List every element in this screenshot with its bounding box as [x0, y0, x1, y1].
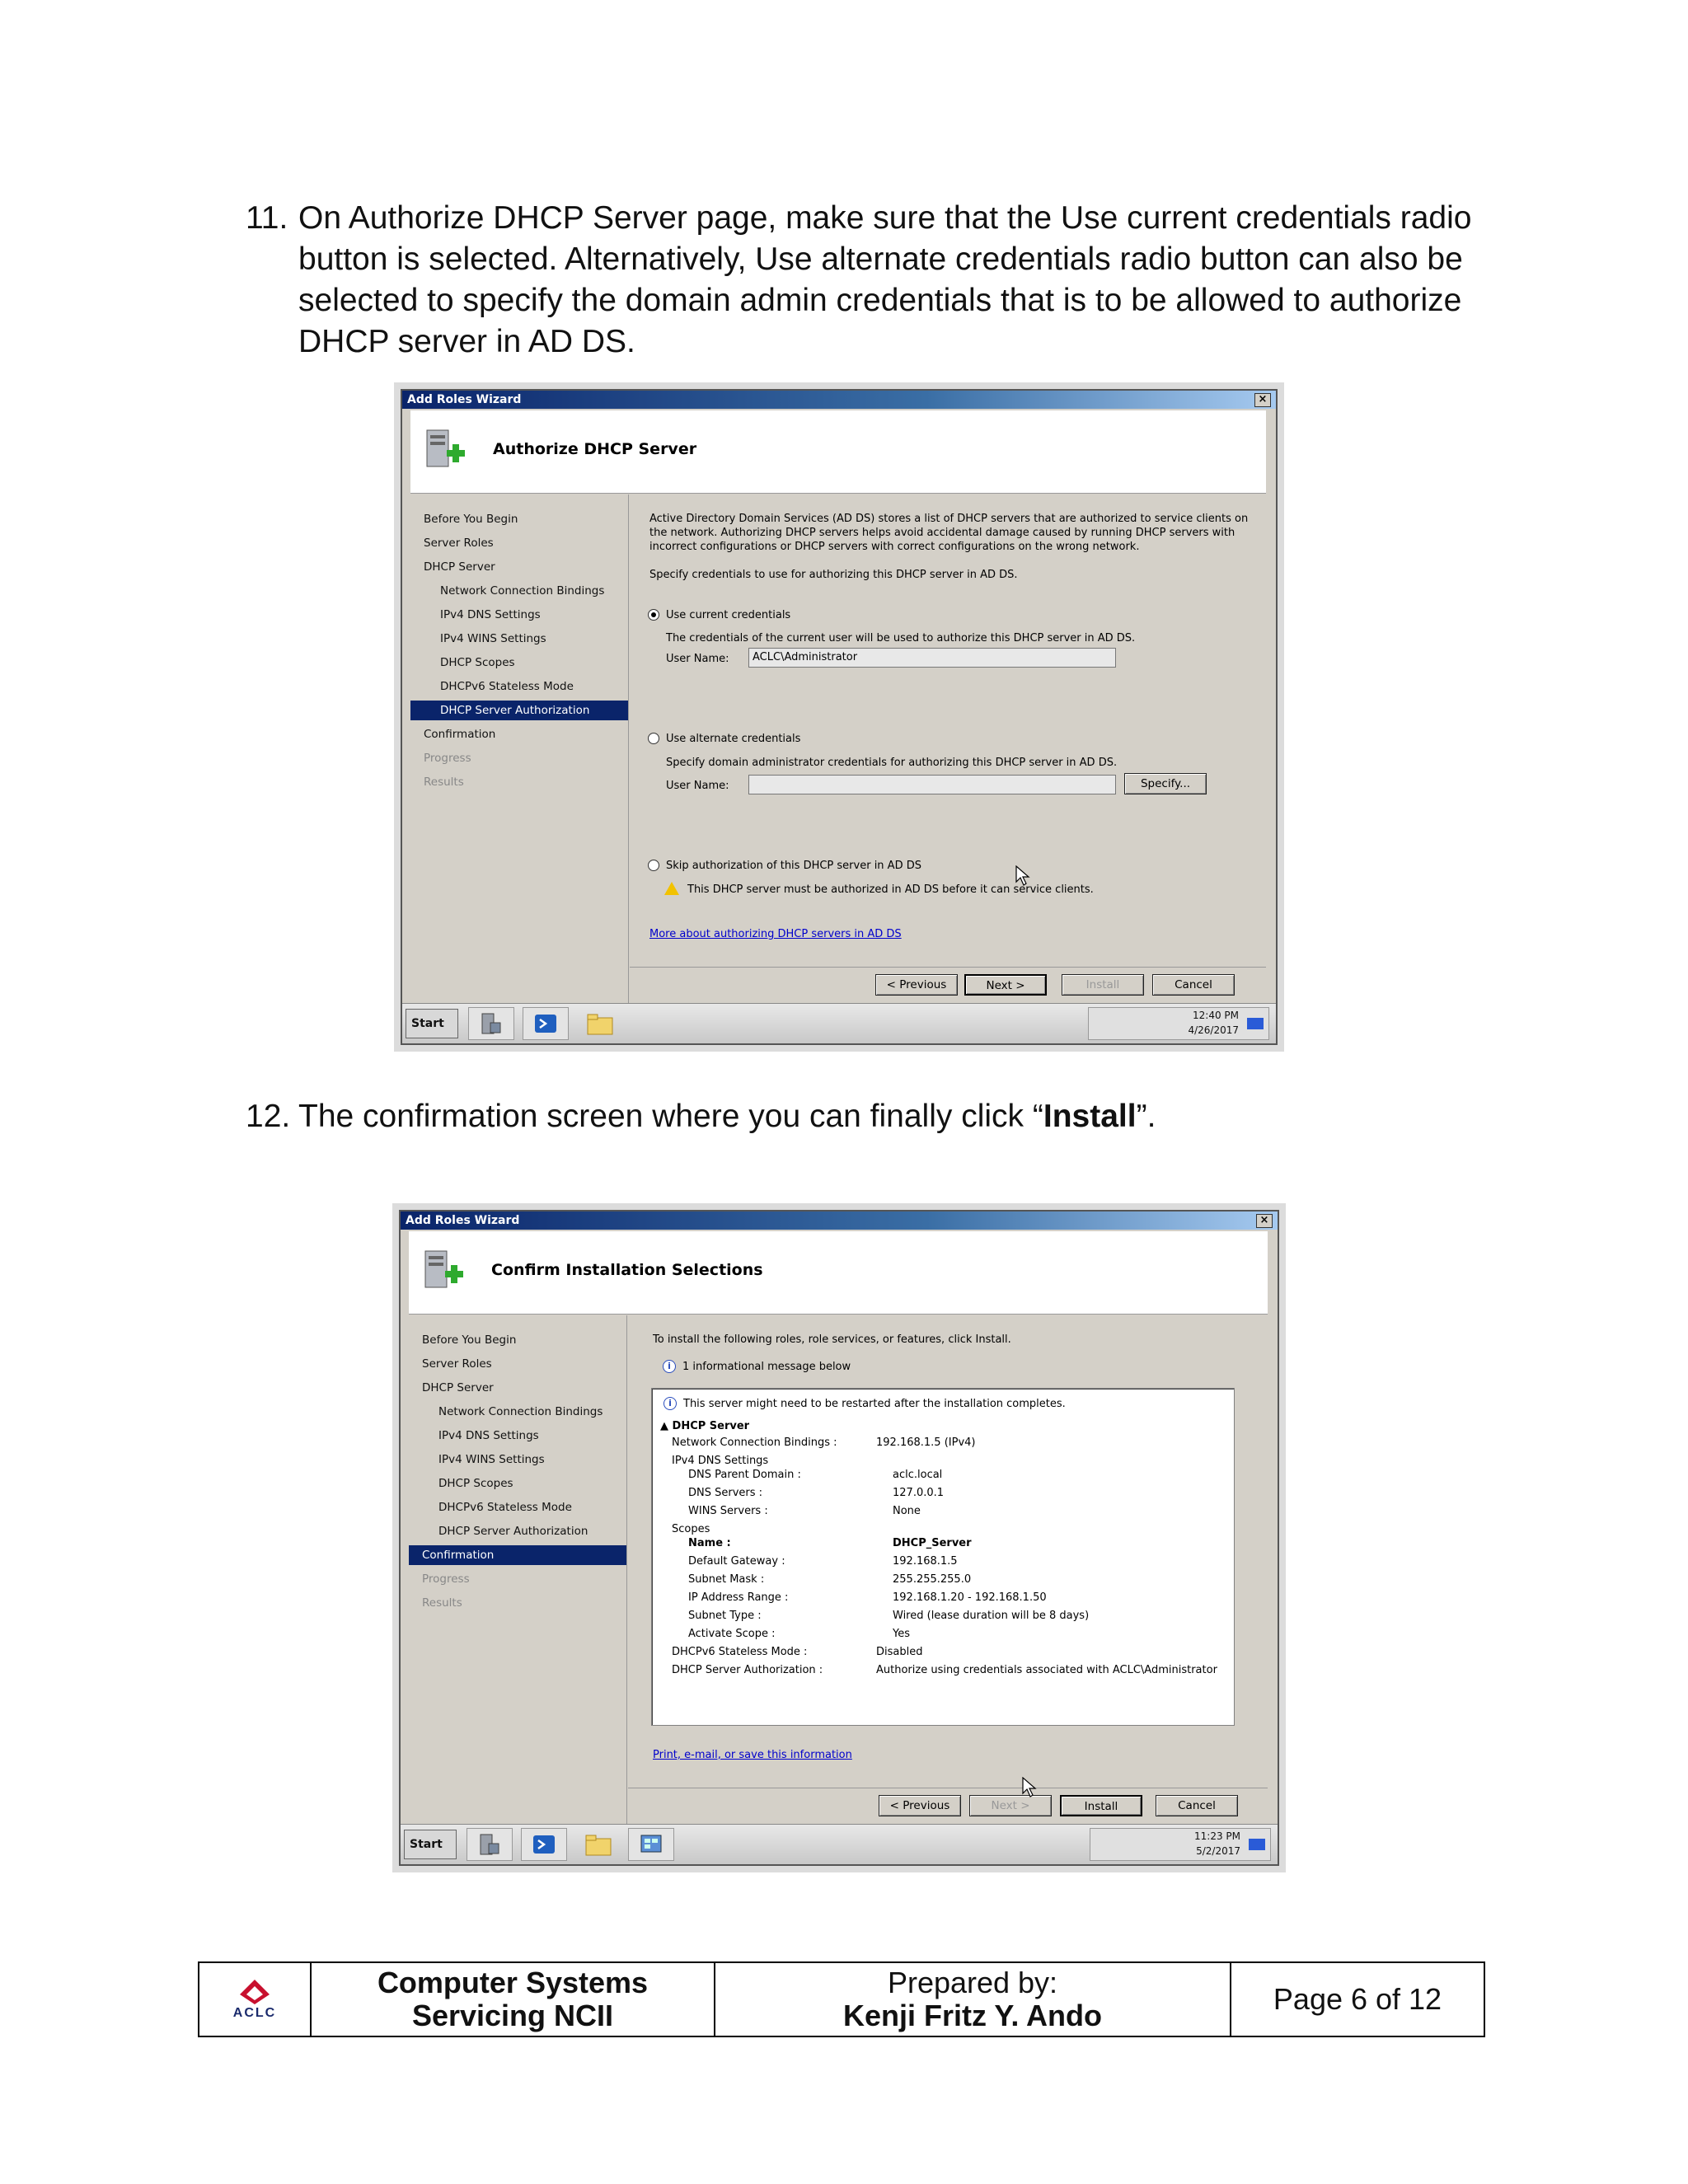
screenshot-authorize-dhcp — [394, 382, 1284, 1052]
summary-row-value: aclc.local — [893, 1469, 943, 1481]
powershell-icon[interactable] — [523, 1007, 569, 1040]
summary-row-value: Authorize using credentials associated with ACLC\Administrator — [876, 1664, 1217, 1676]
radio-current-credentials[interactable] — [648, 609, 659, 621]
step-number: 12. — [246, 1099, 291, 1134]
course-line: Computer Systems — [377, 1966, 649, 1999]
summary-row-label: IPv4 DNS Settings — [672, 1455, 769, 1467]
nav-item[interactable]: Network Connection Bindings — [440, 584, 605, 598]
summary-row-label: IP Address Range : — [688, 1591, 789, 1604]
intro-text: To install the following roles, role services, or features, click Install. — [653, 1333, 1011, 1346]
summary-row-value: 192.168.1.5 — [893, 1555, 958, 1568]
screenshot-confirm-installation — [392, 1203, 1286, 1872]
next-button[interactable]: Next > — [964, 974, 1047, 996]
summary-row-label: Scopes — [672, 1523, 710, 1535]
window-title: Add Roles Wizard — [406, 1214, 520, 1227]
server-add-icon — [422, 425, 468, 478]
user-name-label: User Name: — [666, 780, 729, 792]
summary-row-label: Activate Scope : — [688, 1628, 776, 1640]
wizard-window — [399, 1210, 1279, 1866]
alternate-user-name-field[interactable] — [748, 775, 1116, 794]
radio-skip-authorization[interactable] — [648, 860, 659, 871]
wizard-content — [630, 494, 1266, 1004]
wizard-nav — [410, 494, 629, 1004]
explorer-folder-icon[interactable] — [575, 1828, 621, 1861]
page-title: Authorize DHCP Server — [493, 440, 697, 458]
footer-prepared-cell — [715, 1963, 1231, 2036]
control-panel-icon[interactable] — [628, 1828, 674, 1861]
footer-table — [198, 1961, 1485, 2037]
summary-row-value: Wired (lease duration will be 8 days) — [893, 1610, 1090, 1622]
option-description: The credentials of the current user will be used to authorize this DHCP server in AD DS. — [666, 632, 1136, 644]
nav-item[interactable]: IPv4 DNS Settings — [438, 1429, 539, 1442]
specify-text: Specify credentials to use for authorizing this DHCP server in AD DS. — [649, 569, 1018, 581]
step-12 — [246, 1096, 1498, 1137]
nav-item: Results — [424, 776, 464, 789]
server-add-icon — [420, 1246, 467, 1299]
nav-item[interactable]: DHCP Scopes — [440, 656, 515, 669]
nav-item[interactable]: DHCP Server — [422, 1381, 494, 1394]
summary-row-value: 192.168.1.5 (IPv4) — [876, 1436, 976, 1449]
install-button[interactable]: Install — [1060, 1795, 1142, 1816]
info-icon: i — [663, 1360, 676, 1373]
nav-item[interactable]: Network Connection Bindings — [438, 1405, 603, 1418]
summary-row-label: Name : — [688, 1537, 731, 1549]
nav-item[interactable]: Before You Begin — [422, 1333, 517, 1347]
nav-item-selected[interactable]: Confirmation — [409, 1545, 626, 1565]
next-button[interactable]: Next > — [969, 1795, 1052, 1816]
summary-row-value: None — [893, 1505, 921, 1517]
server-manager-icon[interactable] — [467, 1828, 513, 1861]
nav-item[interactable]: Before You Begin — [424, 513, 518, 526]
intro-line: incorrect configurations or DHCP servers with correct configurations on the wrong network. — [649, 541, 1140, 553]
summary-row-label: Subnet Type : — [688, 1610, 762, 1622]
footer-course-cell — [312, 1963, 715, 2036]
nav-item: Results — [422, 1596, 462, 1610]
option-description: Specify domain administrator credentials for authorizing this DHCP server in AD DS. — [666, 757, 1118, 769]
summary-row-value: Disabled — [876, 1646, 923, 1658]
close-icon[interactable]: × — [1256, 1214, 1273, 1228]
system-tray — [1090, 1828, 1271, 1861]
info-count: 1 informational message below — [682, 1361, 851, 1373]
summary-row-value: DHCP_Server — [893, 1537, 972, 1549]
wizard-window — [401, 389, 1278, 1045]
step-text-bold: Install — [1043, 1099, 1137, 1134]
step-text: On Authorize DHCP Server page, make sure that the Use current credentials radio button is selected. Alternatively, Use alternate credentials radio button can also be selected to specify the domain admin credentials that is to be allowed to authorize DHCP server in AD DS. — [298, 200, 1472, 359]
taskbar — [402, 1003, 1276, 1043]
wizard-content — [628, 1315, 1268, 1825]
nav-item[interactable]: Confirmation — [424, 728, 496, 741]
nav-item: Progress — [424, 752, 471, 765]
section-heading[interactable] — [660, 1420, 749, 1432]
info-icon: i — [663, 1397, 677, 1410]
start-button[interactable]: Start — [406, 1009, 458, 1038]
summary-row-label: Network Connection Bindings : — [672, 1436, 837, 1449]
wizard-button-bar — [628, 1788, 1268, 1825]
summary-row-label: Default Gateway : — [688, 1555, 785, 1568]
powershell-icon[interactable] — [521, 1828, 567, 1861]
summary-row-label: Subnet Mask : — [688, 1573, 765, 1586]
page-title: Confirm Installation Selections — [491, 1261, 763, 1279]
summary-row-label: WINS Servers : — [688, 1505, 768, 1517]
wizard-nav — [409, 1315, 627, 1825]
user-name-field[interactable]: ACLC\Administrator — [748, 648, 1116, 668]
print-email-save-link[interactable]: Print, e-mail, or save this information — [653, 1749, 852, 1761]
summary-box[interactable] — [651, 1388, 1235, 1726]
summary-row-label: DNS Servers : — [688, 1487, 763, 1499]
footer-page-cell — [1231, 1963, 1484, 2036]
more-about-link[interactable]: More about authorizing DHCP servers in AD DS — [649, 928, 902, 940]
step-number: 11. — [246, 200, 288, 236]
server-manager-icon[interactable] — [468, 1007, 514, 1040]
summary-row-label: DNS Parent Domain : — [688, 1469, 801, 1481]
radio-label: Skip authorization of this DHCP server in AD DS — [666, 860, 921, 872]
window-titlebar — [401, 1212, 1278, 1230]
window-titlebar — [402, 391, 1276, 409]
mouse-cursor-icon — [1022, 1777, 1037, 1798]
restart-note: This server might need to be restarted after the installation completes. — [683, 1398, 1066, 1410]
close-icon[interactable]: × — [1254, 393, 1271, 407]
window-title: Add Roles Wizard — [407, 393, 522, 406]
prepared-name: Kenji Fritz Y. Ando — [842, 1999, 1102, 2032]
step-text-part: ”. — [1136, 1099, 1156, 1134]
summary-row-label: DHCP Server Authorization : — [672, 1664, 823, 1676]
step-text — [298, 1096, 1498, 1137]
section-label: DHCP Server — [672, 1420, 750, 1432]
nav-item[interactable]: IPv4 WINS Settings — [440, 632, 546, 645]
clock-time: 11:23 PM — [1194, 1830, 1240, 1842]
nav-item[interactable]: DHCP Scopes — [438, 1477, 513, 1490]
nav-item[interactable]: DHCP Server — [424, 560, 495, 574]
taskbar — [401, 1824, 1278, 1864]
nav-item[interactable]: Server Roles — [422, 1357, 492, 1371]
step-11 — [246, 198, 1498, 363]
summary-row-value: 255.255.255.0 — [893, 1573, 972, 1586]
radio-alternate-credentials[interactable] — [648, 733, 659, 744]
nav-item[interactable]: IPv4 DNS Settings — [440, 608, 541, 621]
specify-button[interactable]: Specify... — [1124, 773, 1207, 794]
radio-label: Use alternate credentials — [666, 733, 801, 745]
summary-row-label: DHCPv6 Stateless Mode : — [672, 1646, 808, 1658]
step-text-part: The confirmation screen where you can finally click “ — [298, 1099, 1043, 1134]
mouse-cursor-icon — [1015, 865, 1030, 887]
previous-button[interactable]: < Previous — [875, 974, 958, 996]
aclc-logo-icon — [237, 1978, 273, 2006]
summary-row-value: 192.168.1.20 - 192.168.1.50 — [893, 1591, 1047, 1604]
logo-text: ACLC — [232, 2006, 277, 2020]
wizard-header — [410, 410, 1266, 494]
nav-item[interactable]: IPv4 WINS Settings — [438, 1453, 545, 1466]
collapse-icon[interactable]: ▲ — [660, 1420, 673, 1432]
nav-item[interactable]: DHCP Server Authorization — [438, 1525, 588, 1538]
wizard-header — [409, 1231, 1268, 1315]
user-name-label: User Name: — [666, 653, 729, 665]
prepared-label: Prepared by: — [887, 1966, 1058, 1999]
cancel-button[interactable]: Cancel — [1152, 974, 1235, 996]
explorer-folder-icon[interactable] — [577, 1007, 623, 1040]
previous-button[interactable]: < Previous — [879, 1795, 961, 1816]
nav-item[interactable]: DHCPv6 Stateless Mode — [440, 680, 574, 693]
warning-text: This DHCP server must be authorized in AD DS before it can service clients. — [687, 883, 1094, 896]
summary-row-value: Yes — [893, 1628, 910, 1640]
install-button[interactable]: Install — [1062, 974, 1144, 996]
intro-line: Active Directory Domain Services (AD DS) stores a list of DHCP servers that are authorized to service clients on — [649, 513, 1249, 525]
nav-item[interactable]: DHCPv6 Stateless Mode — [438, 1501, 572, 1514]
course-line: Servicing NCII — [411, 1999, 614, 2032]
show-desktop-icon[interactable] — [1247, 1018, 1264, 1029]
footer-logo-cell — [199, 1963, 312, 2036]
clock-date: 4/26/2017 — [1188, 1024, 1239, 1036]
radio-label: Use current credentials — [666, 609, 791, 621]
wizard-button-bar — [630, 967, 1266, 1004]
show-desktop-icon[interactable] — [1249, 1839, 1265, 1850]
nav-item[interactable]: Server Roles — [424, 537, 494, 550]
nav-item-selected[interactable]: DHCP Server Authorization — [410, 701, 628, 720]
cancel-button[interactable]: Cancel — [1156, 1795, 1238, 1816]
nav-item: Progress — [422, 1572, 470, 1586]
warning-icon — [664, 882, 679, 895]
intro-line: the network. Authorizing DHCP servers helps avoid accidental damage caused by running DHCP servers with — [649, 527, 1236, 539]
start-button[interactable]: Start — [404, 1830, 457, 1859]
clock-date: 5/2/2017 — [1196, 1845, 1240, 1857]
system-tray — [1088, 1007, 1269, 1040]
summary-row-value: 127.0.0.1 — [893, 1487, 945, 1499]
clock-time: 12:40 PM — [1193, 1010, 1239, 1021]
page-number: Page 6 of 12 — [1273, 1982, 1442, 2016]
